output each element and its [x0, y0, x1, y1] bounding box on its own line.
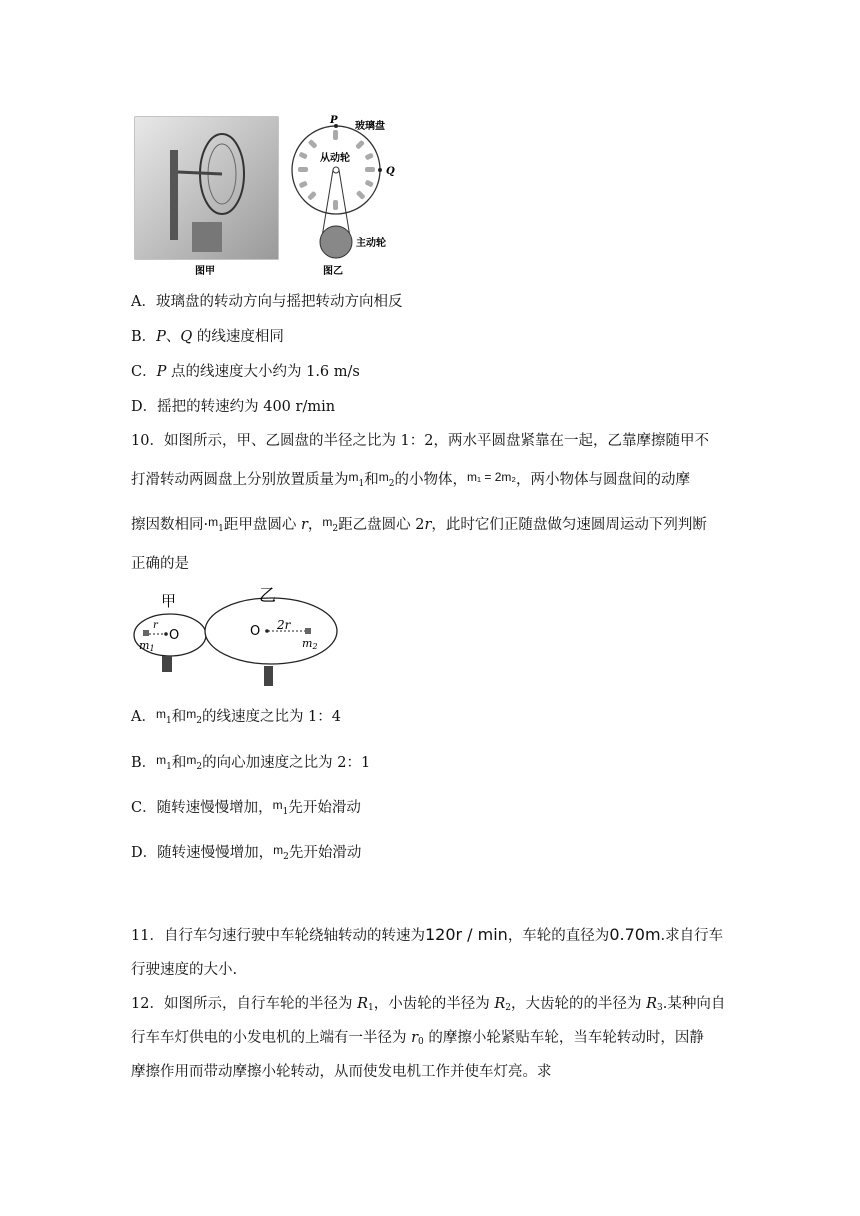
label-driving-wheel: 主动轮: [356, 238, 386, 249]
m: m: [186, 707, 197, 721]
sub: 0: [418, 1037, 424, 1047]
sub: 1: [367, 1003, 374, 1013]
figure-2-svg: [130, 583, 345, 693]
sub: 2: [332, 524, 339, 534]
q10-line-3: [131, 513, 707, 534]
sub: 2: [196, 762, 203, 772]
option-9d: D．摇把的转速约为 400 r/min: [131, 399, 336, 415]
q11-line-2: 行驶速度的大小.: [131, 962, 238, 978]
option-letter: A．: [131, 709, 156, 725]
label-m2: m2: [302, 637, 318, 651]
q12-line-2: [131, 1026, 704, 1047]
option-10b: [131, 751, 370, 772]
text: 距甲盘圆心: [223, 517, 301, 533]
value-speed: 120r / min: [424, 925, 508, 944]
stand-jia: [162, 656, 172, 672]
sub: 2: [283, 852, 289, 862]
label-2r: 2r: [277, 618, 291, 632]
sub: 3: [657, 1003, 663, 1013]
text: D．随转速慢慢增加，: [131, 845, 274, 861]
var-r: R: [494, 996, 506, 1012]
option-10d: [131, 841, 361, 862]
figure-2: [130, 583, 345, 693]
sub: 1: [218, 524, 224, 534]
sub: 2: [388, 479, 395, 489]
text: .求自行车: [660, 928, 724, 944]
option-letter: C．: [131, 364, 157, 380]
sub: 1: [282, 807, 289, 817]
figure-1-svg: [130, 112, 420, 282]
q10-line-1: 10．如图所示，甲、乙圆盘的半径之比为 1：2，两水平圆盘紧靠在一起，乙靠摩擦随甲不: [131, 433, 710, 449]
option-9c: [131, 360, 360, 381]
text: 的线速度之比为 1：4: [201, 709, 342, 725]
disk-yi: [205, 598, 337, 664]
text: 的小物体，: [394, 472, 467, 488]
q12-line-3: 摩擦作用而带动摩擦小轮转动，从而使发电机工作并使车灯亮。求: [131, 1064, 552, 1080]
label-yi: 乙: [259, 586, 276, 606]
var-r: r: [300, 517, 308, 533]
var-r: r: [424, 517, 432, 533]
text: ，大齿轮的的半径为: [510, 996, 647, 1012]
m: m: [186, 753, 197, 767]
sub: 2: [196, 716, 202, 726]
figure-1: [130, 112, 420, 282]
var-r0: r: [411, 1030, 419, 1046]
m: m: [208, 515, 219, 529]
text: 和: [171, 755, 187, 771]
text: C．随转速慢慢增加，: [131, 800, 273, 816]
option-text: 的线速度相同: [192, 329, 284, 345]
driving-wheel: [320, 226, 352, 258]
text: .某种向自: [662, 996, 726, 1012]
text: 行车车灯供电的小发电机的上端有一半径为: [131, 1030, 412, 1046]
equation: m₁ = 2m₂: [466, 470, 517, 484]
q10-line-4: 正确的是: [131, 556, 189, 572]
var-r: R: [357, 996, 368, 1012]
m: m: [322, 515, 333, 529]
text: ，车轮的直径为: [507, 928, 610, 944]
sub: 1: [166, 762, 172, 772]
sub: 2: [505, 1003, 511, 1013]
label-o2: O: [250, 624, 261, 639]
m: m: [273, 843, 284, 857]
var-r: R: [646, 996, 658, 1012]
option-9a: A．玻璃盘的转动方向与摇把转动方向相反: [131, 294, 403, 310]
block-m2: [305, 628, 311, 634]
m: m: [348, 470, 359, 484]
text: 和: [171, 709, 187, 725]
text: 先开始滑动: [288, 800, 361, 816]
text: 先开始滑动: [288, 845, 362, 861]
sub: 1: [358, 479, 365, 489]
option-letter: B．: [131, 329, 157, 345]
option-letter: B．: [131, 755, 157, 771]
option-10c: [131, 796, 361, 817]
m: m: [272, 798, 283, 812]
text: 12．如图所示，自行车轮的半径为: [131, 996, 358, 1012]
point-q: [378, 168, 382, 172]
label-driven-wheel: 从动轮: [320, 153, 350, 164]
caption-b: 图乙: [323, 266, 343, 277]
text: ，: [307, 517, 323, 533]
sep: 、: [165, 329, 181, 345]
option-10a: [131, 705, 341, 726]
q12-line-1: [131, 992, 725, 1013]
var-q: Q: [180, 329, 193, 345]
value-diameter: 0.70m: [609, 925, 661, 944]
caption-a: 图甲: [195, 266, 215, 277]
var-p: P: [156, 364, 167, 380]
q11-line-1: [131, 924, 723, 945]
m: m: [378, 470, 389, 484]
m: m: [156, 753, 167, 767]
label-o1: O: [169, 628, 180, 643]
option-text: 点的线速度大小约为 1.6 m/s: [166, 364, 360, 380]
label-r: r: [153, 620, 158, 631]
var-p: P: [156, 329, 166, 345]
sub: 1: [165, 716, 172, 726]
text: 的向心加速度之比为 2：1: [202, 755, 371, 771]
label-q: Q: [386, 166, 395, 177]
m: m: [155, 707, 166, 721]
text: 距乙盘圆心 2: [338, 517, 425, 533]
stand-yi: [264, 666, 273, 686]
text: 打滑转动两圆盘上分别放置质量为: [131, 472, 349, 488]
block-m1: [143, 630, 149, 636]
text: 擦因数相同·: [131, 517, 209, 533]
label-glass-disk: 玻璃盘: [355, 121, 385, 132]
text: ，小齿轮的半径为: [373, 996, 495, 1012]
label-jia: 甲: [161, 592, 177, 610]
text: ，两小物体与圆盘间的动摩: [516, 472, 691, 488]
text: 和: [364, 472, 379, 488]
label-p: P: [330, 115, 338, 126]
text: ，此时它们正随盘做匀速圆周运动下列判断: [431, 517, 707, 533]
q10-line-2: [131, 468, 690, 489]
option-9b: [131, 325, 284, 346]
text: 11．自行车匀速行驶中车轮绕轴转动的转速为: [131, 928, 425, 944]
label-m1: m1: [139, 639, 155, 653]
text: 的摩擦小轮紧贴车轮，当车轮转动时，因静: [423, 1030, 704, 1046]
